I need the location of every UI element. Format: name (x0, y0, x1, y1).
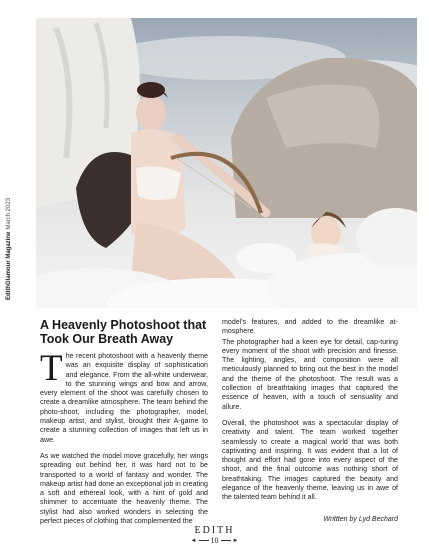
article-paragraph-5: Overall, the photoshoot was a spectacular display of creativity and talent. The team worked together seamlessly to create a magical world that was both captivating and inspiring. It was evident that a lot of thought and effort had gone into every aspect of the shoot, and the final outcome was nothing short of breathtaking. The images captured the beauty and elegance of the heavenly theme, leaving us in awe of the talented team behind it all. (222, 418, 398, 502)
arrow-left-icon: ◄ (190, 537, 197, 544)
article-paragraph-3: model's features, and added to the dreamlike at-mosphere. (222, 318, 398, 336)
article-column-left (40, 318, 208, 533)
arrow-right-icon: ► (232, 537, 239, 544)
author-byline: Writtten by Lyd Bechard (323, 516, 398, 523)
article-paragraph-4: The photographer had a keen eye for detail, cap-turing every moment of the shoot with precision and finesse. The lighting, angles, and composition were all meticulously planned to bring out the best in the model and the theme of the photoshoot. The result was a collection of breathtaking images that captured the essence of heaven, with a touch of sensuality and allure. (222, 337, 398, 411)
photo-illustration (36, 18, 417, 308)
page-number-line (0, 536, 429, 545)
divider-right (221, 540, 231, 541)
paragraph-1-text: he recent photoshoot with a heavenly theme was an exquisite display of sophistication and elegance. From the all-white underwear, to the stunning wings and bow and arrow, every element of the shoot was carefully chosen to create a dreamlike atmosphere. The team behind the photo-shoot, including the photographer, model, makeup artist, and stylist, brought their A-game to create a stunning collection of images that left us in awe. (40, 352, 208, 444)
page-number: 10 (210, 536, 219, 545)
article-paragraph-2: As we watched the model move gracefully, her wings spreading out behind her, it was hard not to be transported to a world of fantasy and wonder. The makeup artist had done an exceptional job in creating a soft and ethereal look, with a hint of gold and shimmer to accentuate the heavenly theme. The stylist had also worked wonders in selecting the perfect pieces of clothing that complemented the (40, 451, 208, 526)
magazine-name: EdithGlamour Magazine (6, 231, 12, 300)
page-footer (0, 525, 429, 545)
sidebar-label (6, 198, 12, 300)
hero-photo (36, 18, 417, 308)
drop-cap: T (40, 348, 63, 389)
divider-left (199, 540, 209, 541)
footer-brand: EDITH (194, 525, 235, 536)
article-title: A Heavenly Photoshoot that Took Our Breath Away (40, 318, 207, 346)
article-column-right (222, 318, 398, 510)
issue-date: March 2023 (6, 197, 12, 230)
article-paragraph-1 (40, 348, 208, 445)
